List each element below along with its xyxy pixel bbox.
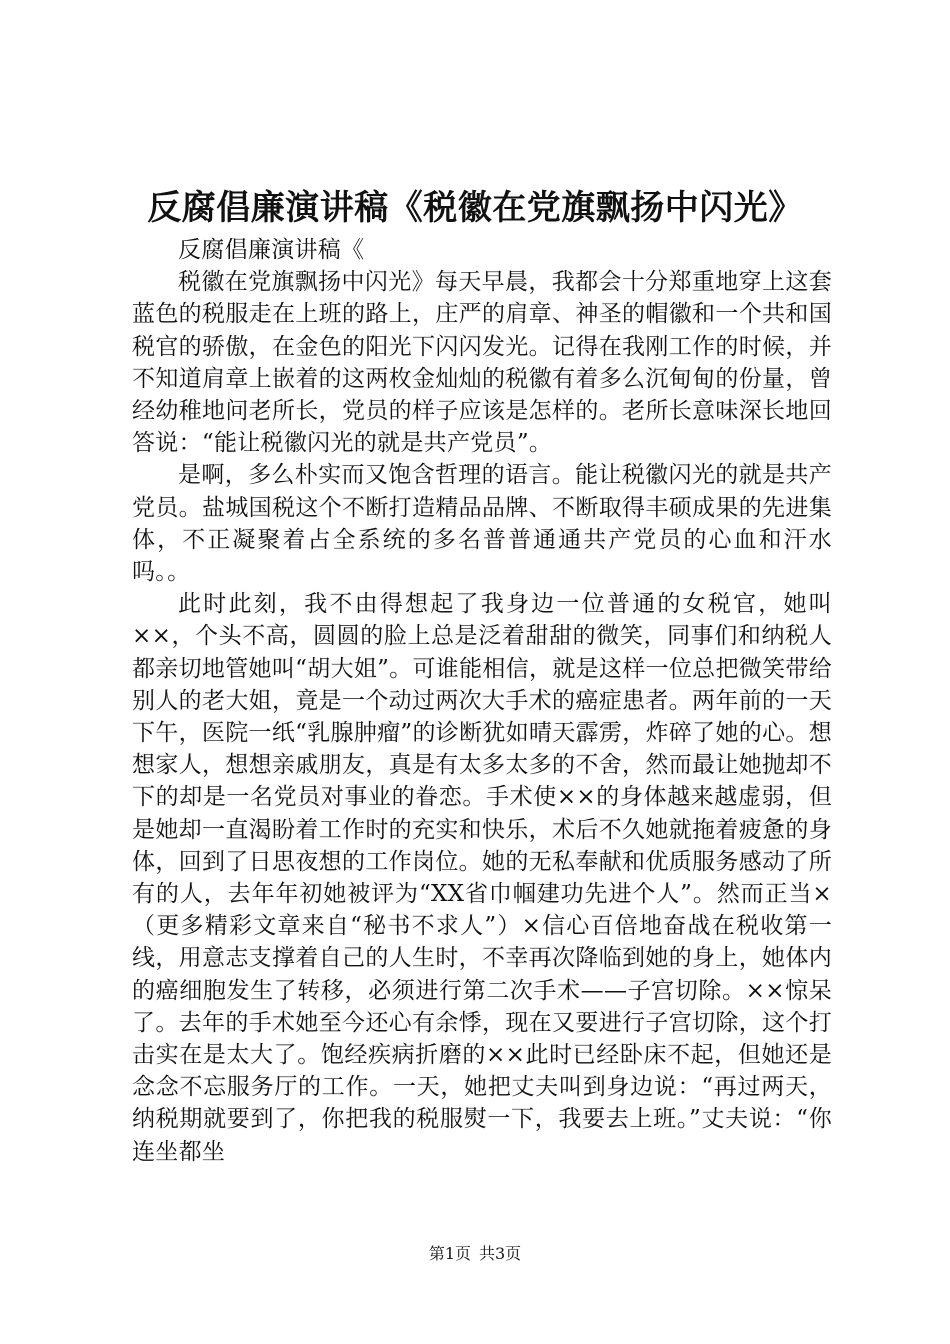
document-body [132,234,832,1168]
paragraph-3: 是啊，多么朴实而又饱含哲理的语言。能让税徽闪光的就是共产党员。盐城国税这个不断打造精品品牌、不断取得丰硕成果的先进集体，不正凝聚着占全系统的多名普普通通共产党员的心血和汗水吗。。 [132,462,832,586]
paragraph-2: 税徽在党旗飘扬中闪光》每天早晨，我都会十分郑重地穿上这套蓝色的税服走在上班的路上，庄严的肩章、神圣的帽徽和一个共和国税官的骄傲，在金色的阳光下闪闪发光。记得在我刚工作的时候，并不知道肩章上嵌着的这两枚金灿灿的税徽有着多么沉甸甸的份量，曾经幼稚地问老所长，党员的样子应该是怎样的。老所长意味深长地回答说：“能让税徽闪光的就是共产党员”。 [132,269,832,457]
page-total: 共3页 [479,1244,522,1263]
paragraph-1: 反腐倡廉演讲稿《 [178,237,365,263]
document-title: 反腐倡廉演讲稿《税徽在党旗飘扬中闪光》 [147,188,803,228]
page-number: 第1页 [428,1244,471,1263]
paragraph-4: 此时此刻，我不由得想起了我身边一位普通的女税官，她叫××，个头不高，圆圆的脸上总是泛着甜甜的微笑，同事们和纳税人都亲切地管她叫“胡大姐”。可谁能相信，就是这样一位总把微笑带给别人的老大姐，竟是一个动过两次大手术的癌症患者。两年前的一天下午，医院一纸“乳腺肿瘤”的诊断犹如晴天霹雳，炸碎了她的心。想想家人，想想亲戚朋友，真是有太多太多的不舍，然而最让她抛却不下的却是一名党员对事业的眷恋。手术使××的身体越来越虚弱，但是她却一直渴盼着工作时的充实和快乐，术后不久她就拖着疲惫的身体，回到了日思夜想的工作岗位。她的无私奉献和优质服务感动了所有的人，去年年初她被评为“XX省巾帼建功先进个人”。然而正当×（更多精彩文章来自“秘书不求人”）×信心百倍地奋战在税收第一线，用意志支撑着自己的人生时，不幸再次降临到她的身上，她体内的癌细胞发生了转移，必须进行第二次手术——子宫切除。××惊呆了。去年的手术她至今还心有余悸，现在又要进行子宫切除，这个打击实在是太大了。饱经疾病折磨的××此时已经卧床不起，但她还是念念不忘服务厅的工作。一天，她把丈夫叫到身边说：“再过两天，纳税期就要到了，你把我的税服熨一下，我要去上班。”丈夫说：“你连坐都坐 [132,591,832,1165]
page-footer [0,1243,950,1265]
